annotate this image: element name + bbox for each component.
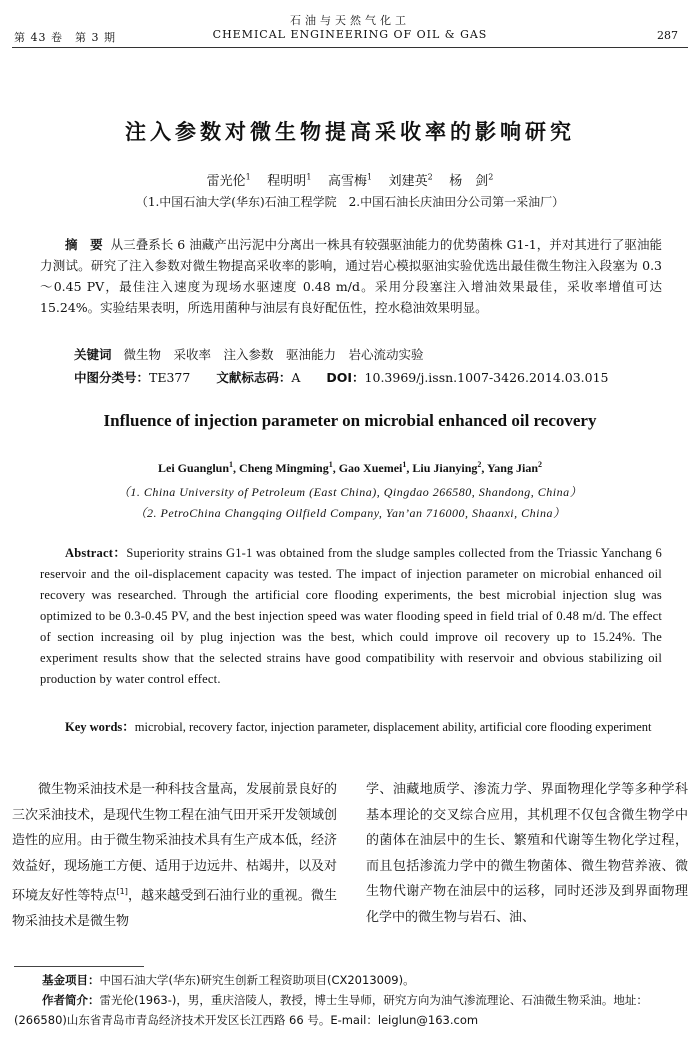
body-text: ，越来越受到石油行业的重视。微生物采油技术是微生物: [12, 888, 337, 929]
clc-value: TE377: [149, 370, 191, 385]
keywords-en: [40, 717, 662, 738]
journal-name-en: CHEMICAL ENGINEERING OF OIL & GAS: [212, 28, 488, 41]
footnote-author: [42, 991, 688, 1010]
authors-en: Lei Guanglun$^1$, Cheng Mingming$^1$, Gao Xuemei$^1$, Liu Jianying$^2$, Yang Jian$^2$: [158, 460, 542, 475]
author-name-en: Cheng Mingming: [239, 461, 329, 475]
clc-label: 中图分类号：: [74, 370, 150, 385]
author-affiliation-mark: 2: [538, 460, 542, 469]
abstract-cn: [40, 234, 662, 318]
abstract-text-cn: 从三叠系长 6 油藏产出污泥中分离出一株具有较强驱油能力的优势菌株 G1-1，并对其进行了驱油能力测试。研究了注入参数对微生物提高采收率的影响，通过岩心模拟驱油实验优选出最佳微生物注入段塞为 0.3～0.45 PV，最佳注入速度为现场水驱速度 0.48 m/d。采用分段塞注入增油效果最佳，采收率增值可达 15.24%。实验结果表明，所选用菌种与油层有良好配伍性，控水稳油效果明显。: [40, 237, 662, 315]
author-name-en: Liu Jianying: [412, 461, 478, 475]
author-affiliation-mark: 1: [366, 172, 373, 182]
affiliation-en-1: （1. China University of Petroleum (East China), Qingdao 266580, Shandong, China）: [117, 485, 583, 499]
abstract-text-en: Superiority strains G1-1 was obtained from the sludge samples collected from the Triassic Yanchang 6 reservoir and the oil-displacement capacity was tested. The impact of injection parameter on microbial enhanced oil recovery was researched. Through the artificial core flooding experiments, the best microbial injection slug was optimized to be 0.3-0.45 PV, and the best injection speed was water flooding speed in field trial of 0.48 m/d. The effect of section increasing oil by plug injection was the best, which could improve oil recovery up to 15.24%. The experiment results show that the selected strains have good compatibility with reservoir and obvious stabilizing oil production by water control effect.: [40, 546, 662, 686]
abstract-label-en: Abstract：: [65, 546, 127, 560]
keywords-cn: [74, 345, 423, 363]
author-name-en: Lei Guanglun: [158, 461, 230, 475]
doi-label: DOI：: [326, 370, 365, 385]
body-text: 微生物采油技术是一种科技含量高，发展前景良好的三次采油技术，是现代生物工程在油气田开采开发领域创造性的应用。由于微生物采油技术具有生产成本低，经济效益好，现场施工方便、适用于边远井、枯竭井，以及对环境友好性等特点: [12, 782, 338, 904]
keywords-label-cn: 关键词: [74, 347, 112, 362]
body-column-left: [12, 777, 337, 934]
keywords-text-en: microbial, recovery factor, injection parameter, displacement ability, artificial core flooding experiment: [134, 720, 652, 734]
doi-value: 10.3969/j.issn.1007-3426.2014.03.015: [364, 370, 609, 385]
doc-code-value: A: [291, 370, 301, 385]
author-name-en: Gao Xuemei: [338, 461, 403, 475]
keywords-label-en: Key words：: [65, 720, 135, 734]
body-text: 学、油藏地质学、渗流力学、界面物理化学等多种学科基本理论的交叉综合应用，其机理不仅包含微生物学中的菌体在油层中的生长、繁殖和代谢等生物化学过程，而且包括渗流力学中的微生物菌体、微生物营养液、微生物代谢产物在油层中的运移，同时还涉及到界面物理化学中的微生物与岩石、油、: [366, 782, 688, 925]
fund-text: 中国石油大学(华东)研究生创新工程资助项目(CX2013009)。: [99, 973, 415, 987]
author-name: 雷光伦: [206, 174, 246, 189]
header-rule: [12, 47, 688, 48]
author-affiliation-mark: 1: [306, 172, 312, 182]
fund-label: 基金项目：: [42, 973, 100, 987]
footnote-rule: [14, 966, 144, 967]
author-affiliation-mark: 1: [229, 460, 234, 469]
citation-ref: [1]: [116, 887, 128, 896]
abstract-label-cn: 摘 要: [65, 237, 103, 252]
classification-line: [74, 368, 609, 386]
author-name: 高雪梅: [327, 174, 367, 189]
author-affiliation-mark: 2: [427, 172, 433, 182]
author-affiliation-mark: 1: [245, 172, 251, 182]
paper-title-cn: 注入参数对微生物提高采收率的影响研究: [125, 120, 575, 144]
page-number: 287: [657, 29, 678, 42]
author-affiliation-mark: 1: [328, 460, 333, 469]
journal-name-cn: 石油与天然气化工: [290, 14, 410, 27]
author-bio-text: 雷光伦(1963-)，男，重庆涪陵人，教授，博士生导师，研究方向为油气渗流理论、石油微生物采油。地址：: [99, 993, 648, 1007]
author-name: 刘建英: [388, 174, 428, 189]
author-name: 杨 剑: [449, 174, 489, 189]
body-column-right: [366, 777, 688, 930]
affiliation-en-2: （2. PetroChina Changqing Oilfield Company, Yan’an 716000, Shaanxi, China）: [134, 506, 566, 520]
author-affiliation-mark: 2: [488, 172, 494, 182]
running-header: [0, 0, 700, 52]
author-bio-label: 作者简介：: [42, 993, 100, 1007]
doc-code-label: 文献标志码：: [216, 370, 292, 385]
authors-cn: [0, 170, 700, 189]
abstract-en: [40, 543, 662, 690]
footnote-address: (266580)山东省青岛市青岛经济技术开发区长江西路 66 号。E-mail：leiglun@163.com: [14, 1013, 479, 1027]
paper-title-en: Influence of injection parameter on microbial enhanced oil recovery: [103, 411, 597, 430]
volume-issue: 第 43 卷 第 3 期: [14, 31, 116, 44]
author-affiliation-mark: 1: [402, 460, 407, 469]
author-affiliation-mark: 2: [477, 460, 482, 469]
author-name-en: Yang Jian: [486, 461, 538, 475]
footnote-fund: [42, 971, 682, 990]
author-name: 程明明: [267, 174, 307, 189]
affiliation-cn: （1.中国石油大学(华东)石油工程学院 2.中国石油长庆油田分公司第一采油厂）: [135, 195, 565, 209]
keywords-text-cn: 微生物 采收率 注入参数 驱油能力 岩心流动实验: [123, 347, 424, 362]
